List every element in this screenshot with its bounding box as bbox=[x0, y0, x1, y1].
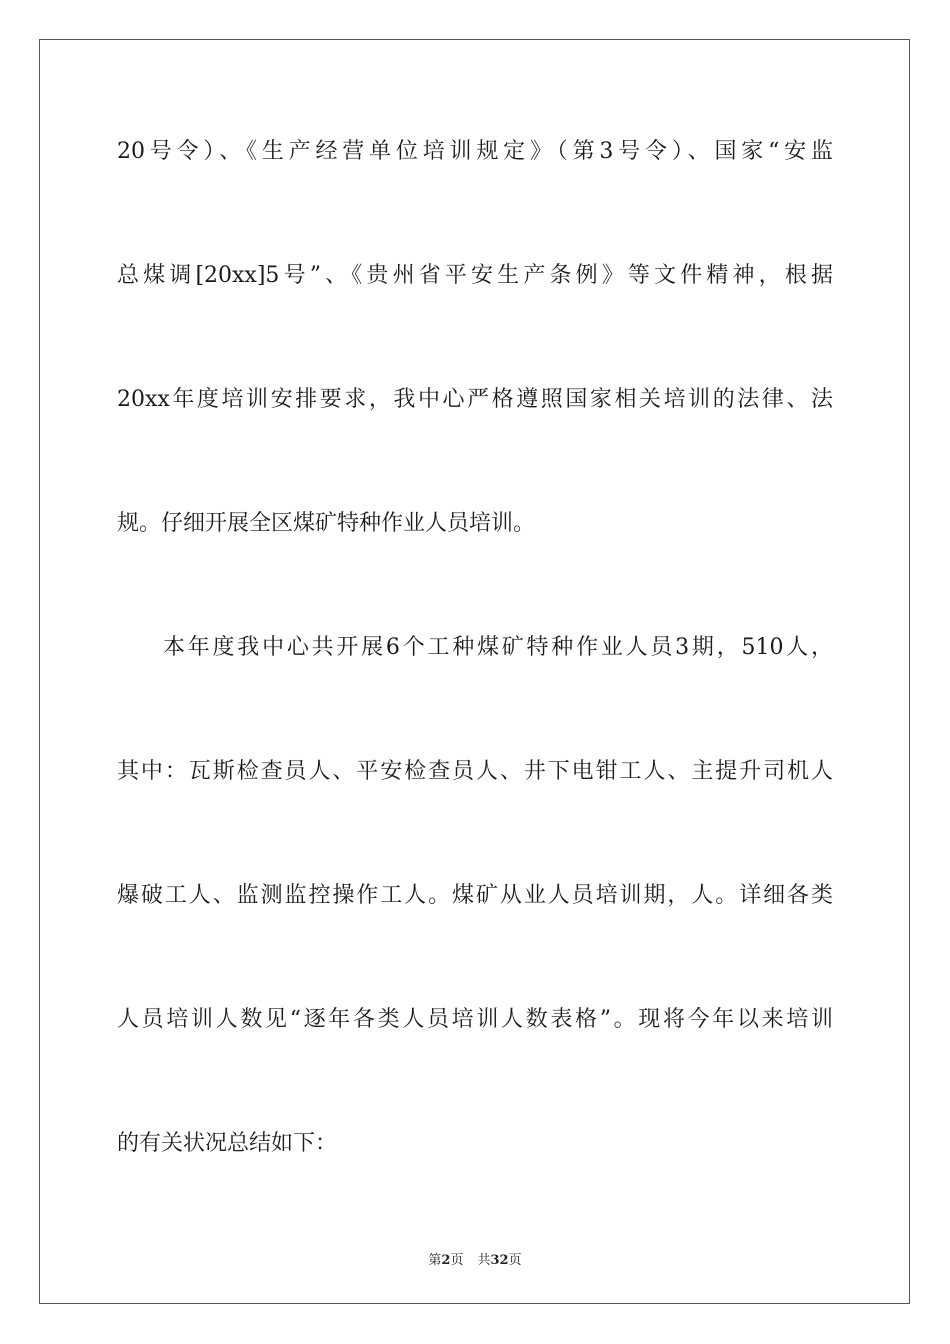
total-prefix: 共 bbox=[477, 1253, 491, 1268]
total-pages-number: 32 bbox=[490, 1253, 509, 1268]
paragraph-line-3: 20xx年度培训安排要求，我中心严格遵照国家相关培训的法律、法 bbox=[117, 387, 833, 412]
page-footer bbox=[0, 1249, 950, 1268]
current-page-number: 2 bbox=[441, 1253, 451, 1268]
paragraph-line-4: 规。仔细开展全区煤矿特种作业人员培训。 bbox=[117, 511, 536, 536]
paragraph-line-5: 本年度我中心共开展6个工种煤矿特种作业人员3期，510人， bbox=[163, 635, 833, 660]
paragraph-line-9: 的有关状况总结如下： bbox=[117, 1131, 338, 1156]
paragraph-line-7: 爆破工人、监测监控操作工人。煤矿从业人员培训期，人。详细各类 bbox=[117, 883, 833, 908]
page-border bbox=[39, 39, 910, 1304]
paragraph-line-2: 总煤调[20xx]5号”、《贵州省平安生产条例》等文件精神，根据 bbox=[117, 263, 833, 288]
page-prefix: 第 bbox=[428, 1253, 442, 1268]
page-suffix: 页 bbox=[450, 1253, 464, 1268]
paragraph-line-6: 其中：瓦斯检查员人、平安检查员人、井下电钳工人、主提升司机人 bbox=[117, 759, 833, 784]
paragraph-line-1: 20号令）、《生产经营单位培训规定》（第3号令）、国家“安监 bbox=[117, 139, 833, 164]
paragraph-line-8: 人员培训人数见“逐年各类人员培训人数表格”。现将今年以来培训 bbox=[117, 1007, 833, 1032]
total-suffix: 页 bbox=[508, 1253, 522, 1268]
